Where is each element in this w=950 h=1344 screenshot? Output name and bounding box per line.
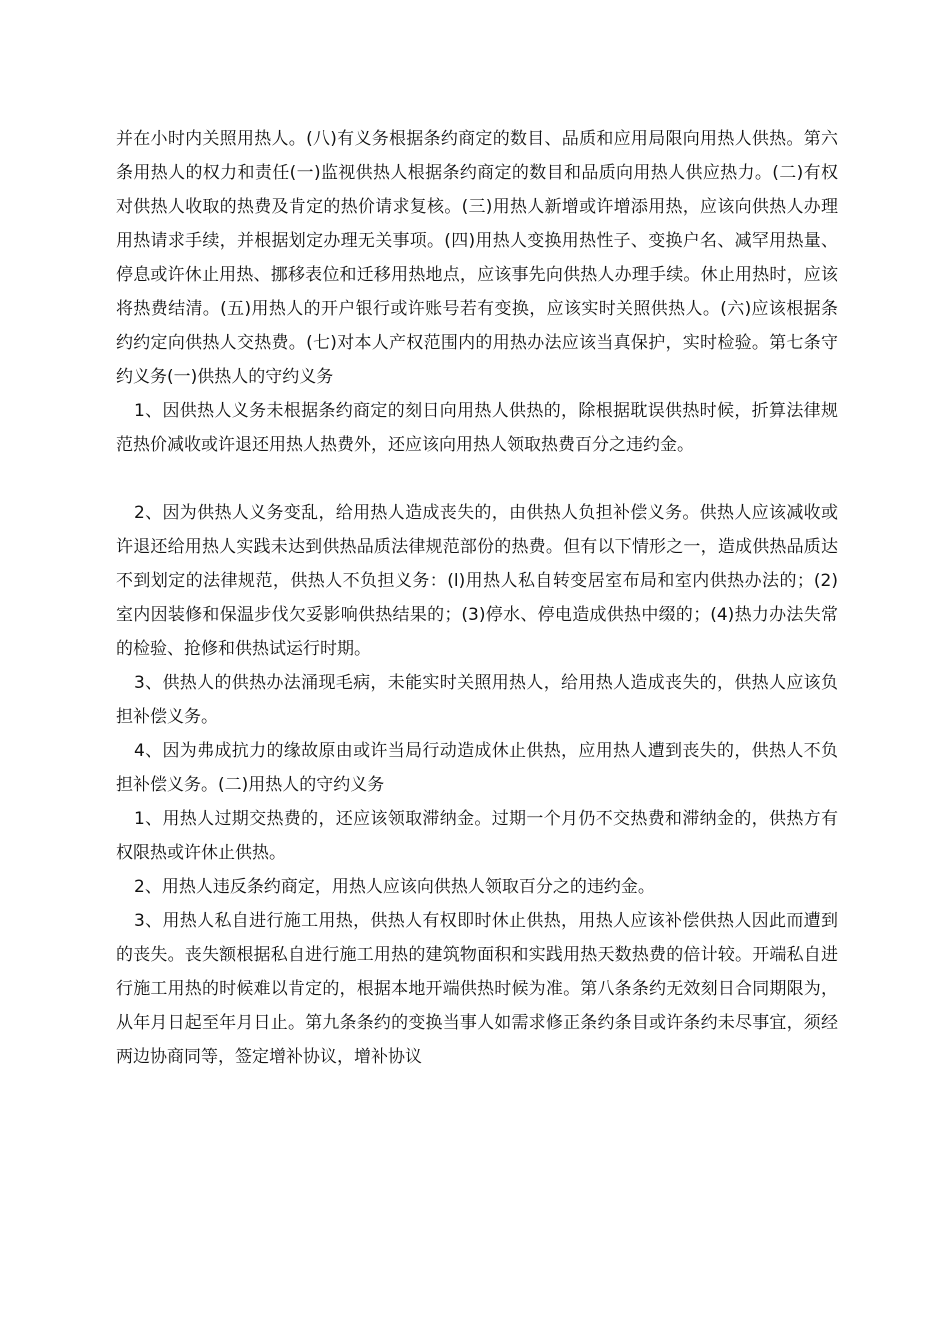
paragraph-supplier-liability-4: 4、因为弗成抗力的缘故原由或许当局行动造成休止供热，应用热人遭到丧失的，供热人不负担补偿义务。(二)用热人的守约义务 [116,741,838,795]
paragraph-user-liability-2: 2、用热人违反条约商定，用热人应该向供热人领取百分之的违约金。 [134,877,655,897]
paragraph-user-liability-1: 1、用热人过期交热费的，还应该领取滞纳金。过期一个月仍不交热费和滞纳金的，供热方有权限热或许休止供热。 [116,809,838,863]
document-body [116,122,838,1074]
paragraph-contract-clauses: 并在小时内关照用热人。(八)有义务根据条约商定的数目、品质和应用局限向用热人供热。第六条用热人的权力和责任(一)监视供热人根据条约商定的数目和品质向用热人供应热力。(二)有权对供热人收取的热费及肯定的热价请求复核。(三)用热人新增或许增添用热，应该向供热人办理用热请求手续，并根据划定办理无关事项。(四)用热人变换用热性子、变换户名、减罕用热量、停息或许休止用热、挪移表位和迁移用热地点，应该事先向供热人办理手续。休止用热时，应该将热费结清。(五)用热人的开户银行或许账号若有变换，应该实时关照供热人。(六)应该根据条约约定向供热人交热费。(七)对本人产权范围内的用热办法应该当真保护，实时检验。第七条守约义务(一)供热人的守约义务 [116,129,838,387]
paragraph-supplier-liability-1: 1、因供热人义务未根据条约商定的刻日向用热人供热的，除根据耽误供热时候，折算法律规范热价减收或许退还用热人热费外，还应该向用热人领取热费百分之违约金。 [116,401,838,455]
paragraph-supplier-liability-3: 3、供热人的供热办法涌现毛病，未能实时关照用热人，给用热人造成丧失的，供热人应该负担补偿义务。 [116,673,838,727]
paragraph-supplier-liability-2: 2、因为供热人义务变乱，给用热人造成丧失的，由供热人负担补偿义务。供热人应该减收或许退还给用热人实践未达到供热品质法律规范部份的热费。但有以下情形之一，造成供热品质达不到划定的法律规范，供热人不负担义务：(l)用热人私自转变居室布局和室内供热办法的；(2)室内因装修和保温步伐欠妥影响供热结果的；(3)停水、停电造成供热中缀的；(4)热力办法失常的检验、抢修和供热试运行时期。 [116,503,838,659]
paragraph-user-liability-3: 3、用热人私自进行施工用热，供热人有权即时休止供热，用热人应该补偿供热人因此而遭到的丧失。丧失额根据私自进行施工用热的建筑物面积和实践用热天数热费的倍计较。开端私自进行施工用热的时候难以肯定的，根据本地开端供热时候为准。第八条条约无效刻日合同期限为，从年月日起至年月日止。第九条条约的变换当事人如需求修正条约条目或许条约未尽事宜，须经两边协商同等，签定增补协议，增补协议 [116,911,838,1067]
